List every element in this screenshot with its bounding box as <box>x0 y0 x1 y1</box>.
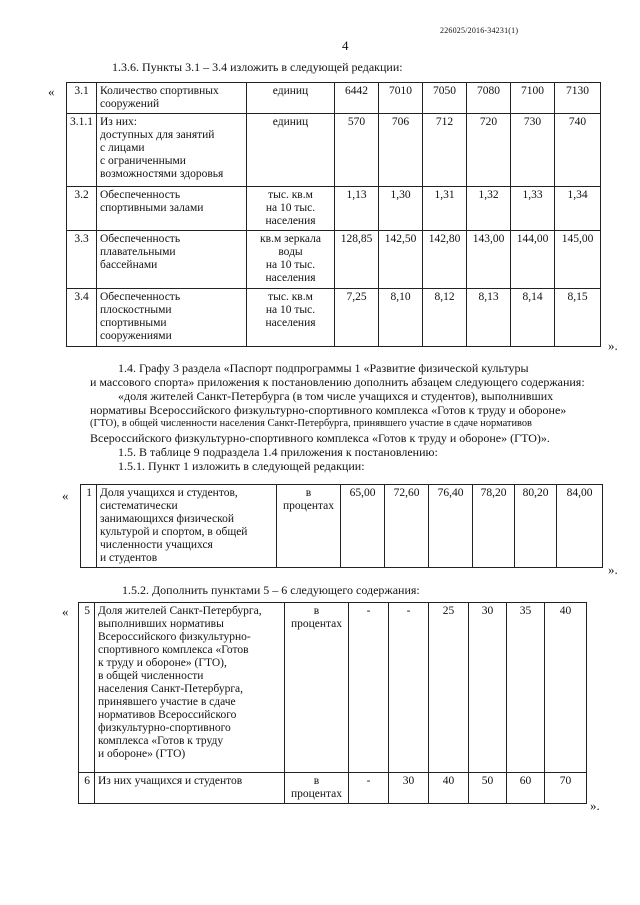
indicator-name <box>97 289 247 347</box>
value-cell: 80,20 <box>515 485 557 568</box>
indicator-name <box>97 114 247 187</box>
indicator-name-line: и обороне» (ГТО) <box>98 748 186 760</box>
unit-line: тыс. кв.м <box>268 291 313 303</box>
indicator-name-line: комплекса «Готов к труду <box>98 735 224 747</box>
table-row <box>79 773 587 804</box>
indicator-name-line: и студентов <box>100 552 158 564</box>
value-cell: 145,00 <box>555 231 601 289</box>
row-number: 5 <box>79 603 95 773</box>
value-cell: 40 <box>545 603 587 773</box>
indicator-name-line: с ограниченными <box>100 155 186 167</box>
table-points-3 <box>66 82 601 347</box>
value-cell: 1,13 <box>335 187 379 231</box>
indicator-name-line: выполнивших нормативы <box>98 618 224 630</box>
value-cell: 142,80 <box>423 231 467 289</box>
row-number: 3.1 <box>67 83 97 114</box>
unit-line: воды <box>278 246 303 258</box>
para-line: нормативы Всероссийского физкультурно-спортивного комплекса «Готов к труду и обороне» <box>90 403 567 417</box>
unit-line: процентах <box>290 788 343 800</box>
para-line: «доля жителей Санкт-Петербурга (в том числе учащихся и студентов), выполнивших <box>118 389 554 403</box>
value-cell: 712 <box>423 114 467 187</box>
value-cell: 570 <box>335 114 379 187</box>
indicator-name <box>97 485 277 568</box>
table-row <box>79 603 587 773</box>
paragraph-1-5-2: 1.5.2. Дополнить пунктами 5 – 6 следующего содержания: <box>122 583 420 597</box>
table-point-1 <box>80 484 603 568</box>
indicator-name-line: систематически <box>100 500 178 512</box>
indicator-name-line: Доля учащихся и студентов, <box>100 487 238 499</box>
unit <box>247 114 335 187</box>
indicator-name-line: Всероссийского физкультурно- <box>98 631 251 643</box>
value-cell: 144,00 <box>511 231 555 289</box>
unit-line: в <box>305 487 312 499</box>
value-cell: 7100 <box>511 83 555 114</box>
unit-line: на 10 тыс. <box>265 202 316 214</box>
paragraph-1-4 <box>90 361 620 473</box>
unit-line: населения <box>265 272 316 284</box>
unit-line: тыс. кв.м <box>268 189 313 201</box>
indicator-name <box>95 773 285 804</box>
indicator-name-line: спортивного комплекса «Готов <box>98 644 249 656</box>
para-line: (ГТО), в общей численности населения Санкт-Петербурга, принявшего участие в сдаче нормативов <box>90 418 532 429</box>
para-line: и массового спорта» приложения к постановлению дополнить абзацем следующего содержания: <box>90 375 585 389</box>
value-cell: 35 <box>507 603 545 773</box>
open-quote-3: « <box>62 604 69 619</box>
value-cell: 142,50 <box>379 231 423 289</box>
indicator-name <box>97 83 247 114</box>
value-cell: 1,30 <box>379 187 423 231</box>
indicator-name-line: численности учащихся <box>100 539 213 551</box>
value-cell: 70 <box>545 773 587 804</box>
value-cell: 7050 <box>423 83 467 114</box>
value-cell: 730 <box>511 114 555 187</box>
indicator-name-line: спортивными залами <box>100 202 204 214</box>
value-cell: 8,12 <box>423 289 467 347</box>
indicator-name-line: Обеспеченность <box>100 233 181 245</box>
unit <box>285 603 349 773</box>
value-cell: 128,85 <box>335 231 379 289</box>
indicator-name <box>97 187 247 231</box>
row-number: 3.3 <box>67 231 97 289</box>
para-line: 1.5. В таблице 9 подраздела 1.4 приложения к постановлению: <box>118 445 438 459</box>
indicator-name-line: занимающихся физической <box>100 513 235 525</box>
indicator-name-line: к труду и обороне» (ГТО), <box>98 657 227 669</box>
unit <box>247 83 335 114</box>
indicator-name-line: Доля жителей Санкт-Петербурга, <box>98 605 262 617</box>
value-cell: 84,00 <box>557 485 603 568</box>
value-cell: 6442 <box>335 83 379 114</box>
indicator-name-line: Обеспеченность <box>100 291 181 303</box>
value-cell: 1,31 <box>423 187 467 231</box>
indicator-name-line: Обеспеченность <box>100 189 181 201</box>
value-cell: 8,15 <box>555 289 601 347</box>
indicator-name-line: физкультурно-спортивного <box>98 722 231 734</box>
close-quote-3: ». <box>590 798 600 813</box>
unit-line: в <box>313 775 320 787</box>
unit-line: населения <box>265 317 316 329</box>
unit <box>247 187 335 231</box>
unit-line: в <box>313 605 320 617</box>
table-row <box>67 114 601 187</box>
indicator-name <box>97 231 247 289</box>
table-row <box>67 83 601 114</box>
value-cell: 78,20 <box>473 485 515 568</box>
value-cell: 76,40 <box>429 485 473 568</box>
indicator-name-line: плавательными <box>100 246 176 258</box>
row-number: 3.4 <box>67 289 97 347</box>
value-cell: 1,33 <box>511 187 555 231</box>
indicator-name-line: Из них: <box>100 116 137 128</box>
unit-line: процентах <box>290 618 343 630</box>
value-cell: - <box>349 773 389 804</box>
indicator-name <box>95 603 285 773</box>
value-cell: 7,25 <box>335 289 379 347</box>
indicator-name-line: плоскостными <box>100 304 172 316</box>
table-points-5-6 <box>78 602 587 804</box>
value-cell: 143,00 <box>467 231 511 289</box>
table-row <box>81 485 603 568</box>
indicator-name-line: возможностями здоровья <box>100 168 224 180</box>
indicator-name-line: спортивными <box>100 317 167 329</box>
indicator-name-line: нормативов Всероссийского <box>98 709 237 721</box>
row-number: 3.1.1 <box>67 114 97 187</box>
unit <box>247 231 335 289</box>
unit-line: единиц <box>272 85 309 97</box>
value-cell: - <box>389 603 429 773</box>
value-cell: 7130 <box>555 83 601 114</box>
value-cell: 30 <box>469 603 507 773</box>
value-cell: 720 <box>467 114 511 187</box>
value-cell: 8,13 <box>467 289 511 347</box>
open-quote-2: « <box>62 488 69 503</box>
unit <box>285 773 349 804</box>
table-row <box>67 187 601 231</box>
paragraph-1-3-6: 1.3.6. Пункты 3.1 – 3.4 изложить в следующей редакции: <box>112 60 403 74</box>
unit-line: единиц <box>272 116 309 128</box>
value-cell: 8,10 <box>379 289 423 347</box>
unit-line: кв.м зеркала <box>260 233 321 245</box>
indicator-name-line: сооружениями <box>100 330 172 342</box>
value-cell: 72,60 <box>385 485 429 568</box>
indicator-name-line: принявшего участие в сдаче <box>98 696 236 708</box>
value-cell: - <box>349 603 389 773</box>
value-cell: 7080 <box>467 83 511 114</box>
value-cell: 30 <box>389 773 429 804</box>
unit <box>277 485 341 568</box>
table-row <box>67 231 601 289</box>
indicator-name-line: с лицами <box>100 142 145 154</box>
value-cell: 60 <box>507 773 545 804</box>
indicator-name-line: населения Санкт-Петербурга, <box>98 683 244 695</box>
value-cell: 25 <box>429 603 469 773</box>
unit-line: на 10 тыс. <box>265 304 316 316</box>
table-row <box>67 289 601 347</box>
indicator-name-line: Из них учащихся и студентов <box>98 775 243 787</box>
row-number: 6 <box>79 773 95 804</box>
value-cell: 1,34 <box>555 187 601 231</box>
unit-line: процентах <box>282 500 335 512</box>
indicator-name-line: доступных для занятий <box>100 129 215 141</box>
value-cell: 1,32 <box>467 187 511 231</box>
document-number: 226025/2016-34231(1) <box>440 26 519 35</box>
value-cell: 65,00 <box>341 485 385 568</box>
close-quote-1: ». <box>608 338 618 353</box>
value-cell: 8,14 <box>511 289 555 347</box>
unit-line: на 10 тыс. <box>265 259 316 271</box>
para-line: 1.4. Графу 3 раздела «Паспорт подпрограммы 1 «Развитие физической культуры <box>118 361 529 375</box>
indicator-name-line: Количество спортивных <box>100 85 219 97</box>
para-line: 1.5.1. Пункт 1 изложить в следующей редакции: <box>118 459 365 473</box>
open-quote-1: « <box>48 84 55 99</box>
indicator-name-line: в общей численности <box>98 670 204 682</box>
value-cell: 740 <box>555 114 601 187</box>
value-cell: 706 <box>379 114 423 187</box>
unit-line: населения <box>265 215 316 227</box>
row-number: 3.2 <box>67 187 97 231</box>
value-cell: 7010 <box>379 83 423 114</box>
row-number: 1 <box>81 485 97 568</box>
indicator-name-line: культурой и спортом, в общей <box>100 526 248 538</box>
page-number: 4 <box>342 38 349 53</box>
value-cell: 50 <box>469 773 507 804</box>
close-quote-2: ». <box>608 562 618 577</box>
value-cell: 40 <box>429 773 469 804</box>
indicator-name-line: бассейнами <box>100 259 158 271</box>
indicator-name-line: сооружений <box>100 98 160 110</box>
unit <box>247 289 335 347</box>
para-line: Всероссийского физкультурно-спортивного комплекса «Готов к труду и обороне» (ГТО)». <box>90 431 550 445</box>
